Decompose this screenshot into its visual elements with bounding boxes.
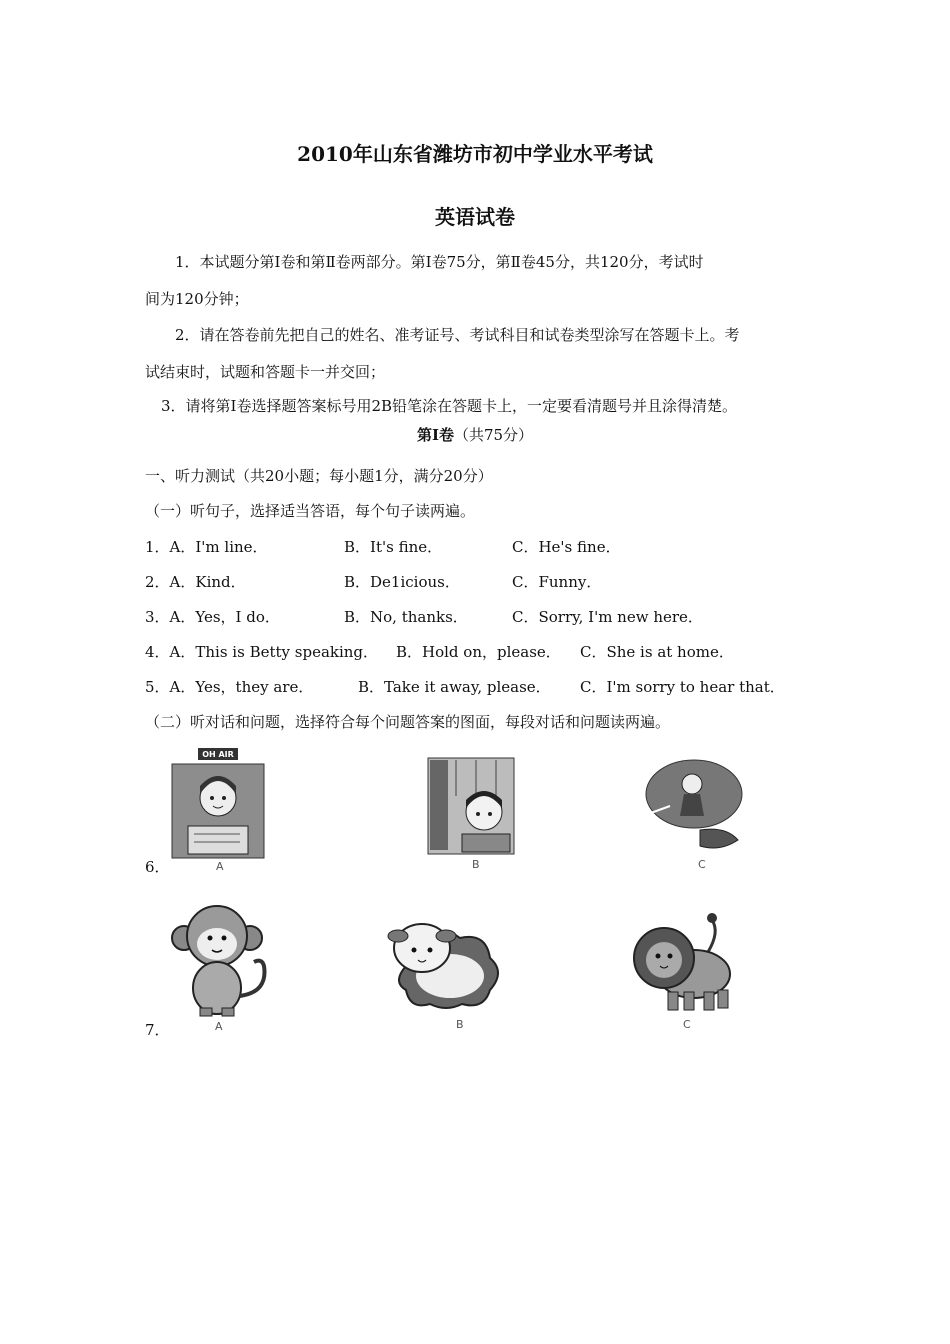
- exam-subtitle: 英语试卷: [435, 205, 515, 229]
- question-3-option-b: B．No, thanks．: [344, 608, 468, 626]
- instruction-3: 3．请将第Ⅰ卷选择题答案标号用2B铅笔涂在答题卡上，一定要看清题号并且涂得清楚。: [161, 397, 738, 415]
- part-heading: [0, 424, 950, 445]
- question-4-option-b: B．Hold on，please．: [396, 643, 561, 661]
- question-number: 5．: [145, 678, 170, 696]
- option-a: A．Yes，I do．: [169, 608, 280, 626]
- q6-picture-a-radio-host: [170, 746, 266, 861]
- option-a: A．Kind．: [169, 573, 246, 591]
- option-a: A．This is Betty speaking．: [169, 643, 379, 661]
- question-4-option-c: C．She is at home．: [580, 643, 734, 661]
- q6-label-c: C: [698, 858, 706, 871]
- q6-label-b: B: [472, 858, 480, 871]
- instruction-2-line2: 试结束时，试题和答题卡一并交回；: [145, 363, 386, 381]
- question-1-option-b: B．It's fine．: [344, 538, 443, 556]
- q6-picture-b-reading-girl: [426, 756, 516, 856]
- exam-title: 2010年山东省潍坊市初中学业水平考试: [297, 142, 653, 166]
- question-2-option-c: C．Funny．: [512, 573, 602, 591]
- q7-label-c: C: [683, 1018, 691, 1031]
- question-number: 3．: [145, 608, 170, 626]
- on-air-sign-text: OH AIR: [202, 750, 234, 759]
- q6-picture-c-dream-bubble: [640, 756, 746, 854]
- question-1-option-c: C．He's fine．: [512, 538, 621, 556]
- instruction-1-line1: 1．本试题分第Ⅰ卷和第Ⅱ卷两部分。第Ⅰ卷75分，第Ⅱ卷45分，共120分，考试时: [175, 253, 704, 271]
- section-1-heading: 一、听力测试（共20小题；每小题1分，满分20分）: [145, 467, 493, 485]
- question-5: [145, 670, 313, 705]
- question-1: [145, 530, 268, 565]
- question-number: 1．: [145, 538, 170, 556]
- q7-label-a: A: [215, 1020, 223, 1033]
- option-a: A．I'm line．: [169, 538, 268, 556]
- question-2-option-b: B．De1icious．: [344, 573, 460, 591]
- question-4: [145, 635, 378, 670]
- question-3-option-c: C．Sorry, I'm new here．: [512, 608, 703, 626]
- question-7-number: 7．: [145, 1021, 170, 1039]
- question-5-option-c: C．I'm sorry to hear that．: [580, 678, 785, 696]
- q7-picture-a-monkey: [170, 904, 276, 1020]
- subsection-1-heading: （一）听句子，选择适当答语，每个句子读两遍。: [145, 502, 476, 520]
- question-6-number: 6．: [145, 858, 170, 876]
- question-5-option-b: B．Take it away, please．: [358, 678, 551, 696]
- q6-label-a: A: [216, 860, 224, 873]
- question-3: [145, 600, 280, 635]
- part-heading-main: 第Ⅰ卷: [416, 426, 454, 444]
- instruction-2-line1: 2．请在答卷前先把自己的姓名、准考证号、考试科目和试卷类型涂写在答题卡上。考: [175, 326, 740, 344]
- question-2: [145, 565, 246, 600]
- question-number: 4．: [145, 643, 170, 661]
- q7-label-b: B: [456, 1018, 464, 1031]
- subsection-2-heading: （二）听对话和问题，选择符合每个问题答案的图面，每段对话和问题读两遍。: [145, 713, 671, 731]
- option-a: A．Yes，they are．: [169, 678, 314, 696]
- instruction-1-line2: 间为120分钟；: [145, 290, 249, 308]
- part-heading-note: （共75分）: [453, 426, 534, 444]
- question-number: 2．: [145, 573, 170, 591]
- q7-picture-c-lion: [630, 912, 736, 1016]
- q7-picture-b-sheep: [386, 910, 506, 1014]
